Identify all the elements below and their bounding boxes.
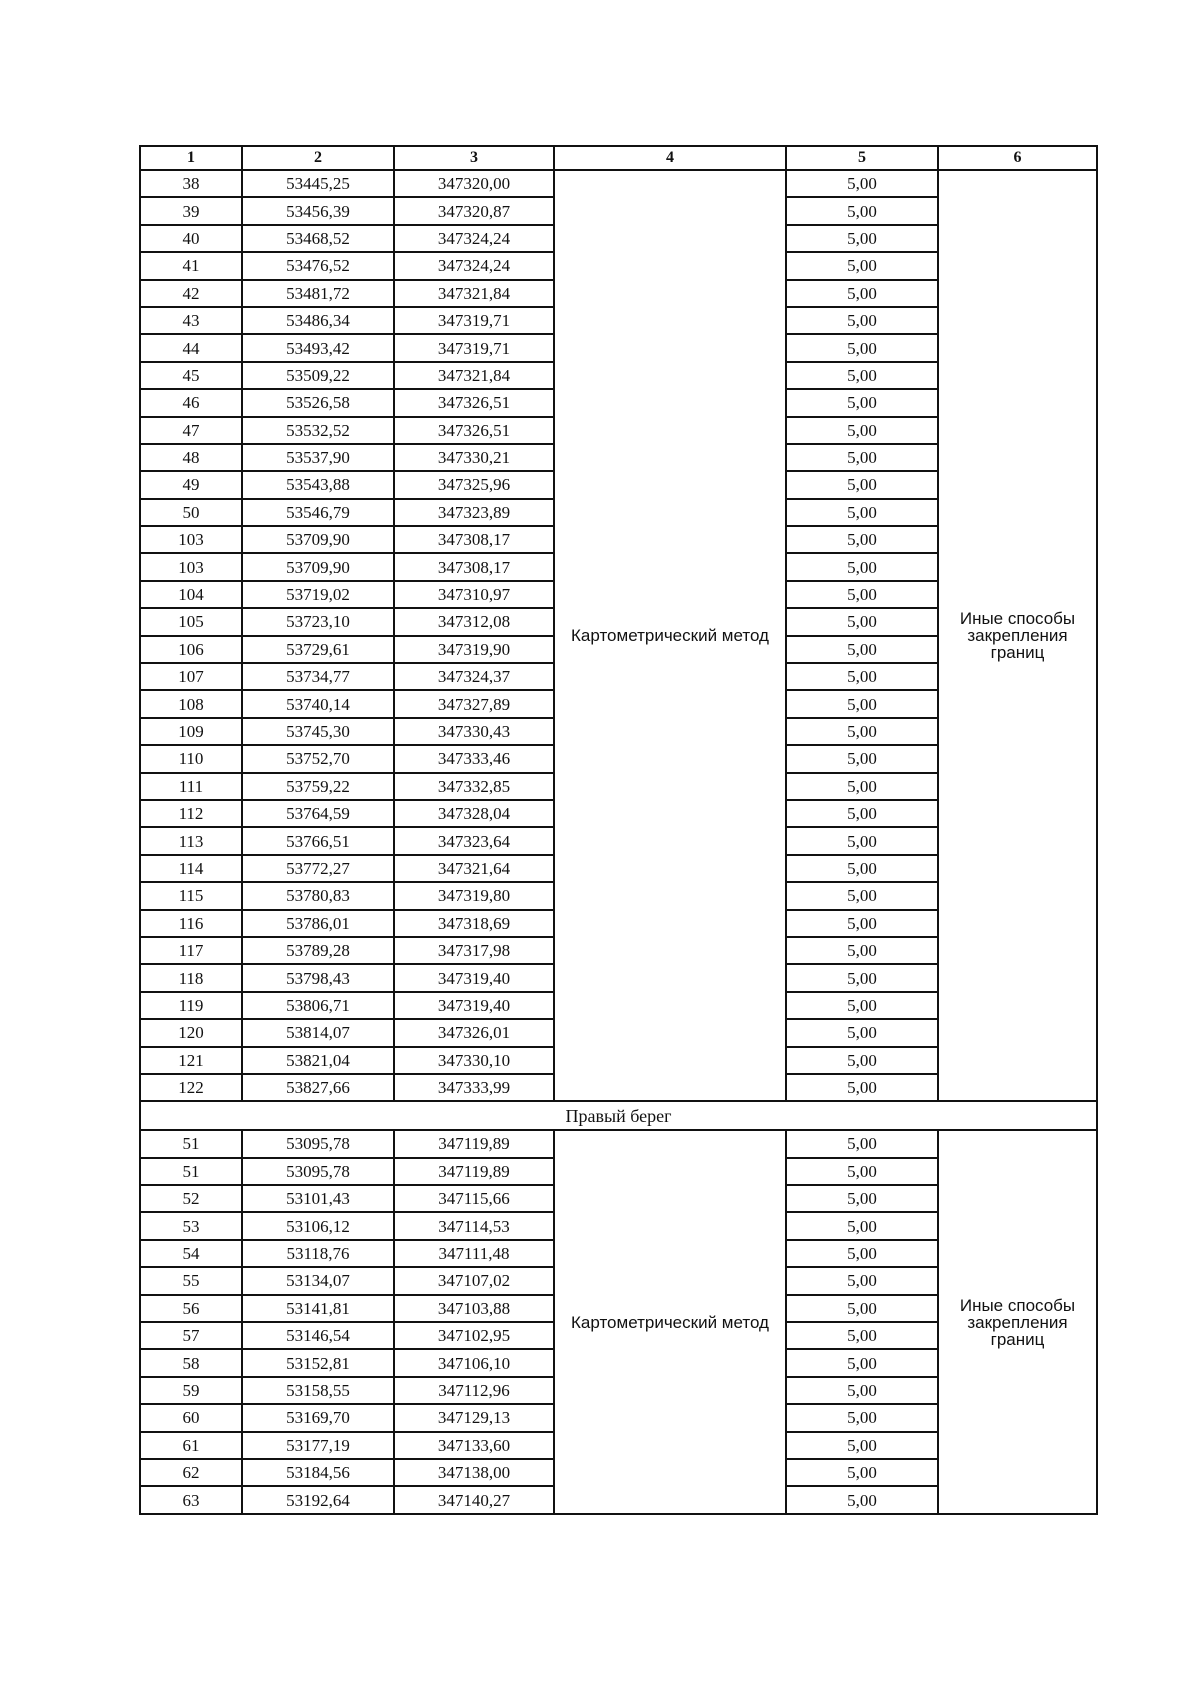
coordinate-y: 347326,51 — [394, 417, 554, 444]
coordinate-y: 347308,17 — [394, 526, 554, 553]
coordinate-x: 53445,25 — [242, 170, 394, 197]
point-number: 46 — [140, 389, 242, 416]
coordinate-y: 347321,84 — [394, 280, 554, 307]
point-number: 61 — [140, 1432, 242, 1459]
point-number: 42 — [140, 280, 242, 307]
accuracy-value: 5,00 — [786, 1377, 938, 1404]
coordinate-y: 347115,66 — [394, 1185, 554, 1212]
coordinate-y: 347321,84 — [394, 362, 554, 389]
coordinate-y: 347333,46 — [394, 745, 554, 772]
accuracy-value: 5,00 — [786, 252, 938, 279]
coordinate-y: 347319,71 — [394, 307, 554, 334]
coordinate-x: 53814,07 — [242, 1019, 394, 1046]
accuracy-value: 5,00 — [786, 526, 938, 553]
coordinate-y: 347319,90 — [394, 636, 554, 663]
coordinate-y: 347317,98 — [394, 937, 554, 964]
coordinate-y: 347319,80 — [394, 882, 554, 909]
coordinate-x: 53752,70 — [242, 745, 394, 772]
determination-method: Картометрический метод — [554, 170, 786, 1101]
coordinate-x: 53780,83 — [242, 882, 394, 909]
coordinate-y: 347324,24 — [394, 225, 554, 252]
accuracy-value: 5,00 — [786, 307, 938, 334]
coordinate-x: 53177,19 — [242, 1432, 394, 1459]
accuracy-value: 5,00 — [786, 553, 938, 580]
accuracy-value: 5,00 — [786, 417, 938, 444]
point-number: 43 — [140, 307, 242, 334]
coordinate-x: 53095,78 — [242, 1158, 394, 1185]
accuracy-value: 5,00 — [786, 718, 938, 745]
accuracy-value: 5,00 — [786, 800, 938, 827]
section-row — [140, 1101, 1097, 1130]
accuracy-value: 5,00 — [786, 1130, 938, 1157]
point-number: 48 — [140, 444, 242, 471]
coordinate-y: 347102,95 — [394, 1322, 554, 1349]
coordinate-x: 53169,70 — [242, 1404, 394, 1431]
point-number: 59 — [140, 1377, 242, 1404]
accuracy-value: 5,00 — [786, 389, 938, 416]
coordinate-x: 53798,43 — [242, 964, 394, 991]
coordinate-y: 347327,89 — [394, 690, 554, 717]
coordinate-y: 347323,89 — [394, 499, 554, 526]
point-number: 108 — [140, 690, 242, 717]
coordinate-x: 53723,10 — [242, 608, 394, 635]
point-number: 50 — [140, 499, 242, 526]
coordinate-y: 347326,51 — [394, 389, 554, 416]
coordinate-y: 347332,85 — [394, 773, 554, 800]
column-header-2: 2 — [242, 146, 394, 170]
accuracy-value: 5,00 — [786, 882, 938, 909]
point-number: 49 — [140, 471, 242, 498]
coordinate-y: 347119,89 — [394, 1158, 554, 1185]
point-number: 57 — [140, 1322, 242, 1349]
coordinate-y: 347111,48 — [394, 1240, 554, 1267]
point-number: 114 — [140, 855, 242, 882]
point-number: 118 — [140, 964, 242, 991]
point-number: 103 — [140, 526, 242, 553]
point-number: 58 — [140, 1349, 242, 1376]
point-number: 112 — [140, 800, 242, 827]
coordinate-x: 53789,28 — [242, 937, 394, 964]
point-number: 39 — [140, 197, 242, 224]
column-header-1: 1 — [140, 146, 242, 170]
accuracy-value: 5,00 — [786, 937, 938, 964]
coordinate-y: 347328,04 — [394, 800, 554, 827]
coordinate-x: 53106,12 — [242, 1212, 394, 1239]
accuracy-value: 5,00 — [786, 636, 938, 663]
coordinate-y: 347323,64 — [394, 827, 554, 854]
coordinate-x: 53719,02 — [242, 581, 394, 608]
coordinate-x: 53118,76 — [242, 1240, 394, 1267]
coordinate-x: 53526,58 — [242, 389, 394, 416]
accuracy-value: 5,00 — [786, 773, 938, 800]
coordinate-x: 53509,22 — [242, 362, 394, 389]
coordinate-x: 53543,88 — [242, 471, 394, 498]
coordinate-x: 53481,72 — [242, 280, 394, 307]
point-number: 122 — [140, 1074, 242, 1101]
coordinate-y: 347107,02 — [394, 1267, 554, 1294]
coordinate-x: 53821,04 — [242, 1047, 394, 1074]
coordinate-x: 53740,14 — [242, 690, 394, 717]
coordinate-x: 53486,34 — [242, 307, 394, 334]
point-number: 113 — [140, 827, 242, 854]
determination-method: Картометрический метод — [554, 1130, 786, 1513]
point-number: 106 — [140, 636, 242, 663]
point-number: 56 — [140, 1295, 242, 1322]
accuracy-value: 5,00 — [786, 471, 938, 498]
coordinate-y: 347320,87 — [394, 197, 554, 224]
coordinate-x: 53546,79 — [242, 499, 394, 526]
accuracy-value: 5,00 — [786, 334, 938, 361]
coordinate-y: 347103,88 — [394, 1295, 554, 1322]
point-number: 44 — [140, 334, 242, 361]
coordinate-x: 53729,61 — [242, 636, 394, 663]
coordinate-y: 347112,96 — [394, 1377, 554, 1404]
coordinate-x: 53158,55 — [242, 1377, 394, 1404]
accuracy-value: 5,00 — [786, 225, 938, 252]
coordinate-y: 347133,60 — [394, 1432, 554, 1459]
accuracy-value: 5,00 — [786, 280, 938, 307]
coordinate-x: 53134,07 — [242, 1267, 394, 1294]
point-number: 119 — [140, 992, 242, 1019]
coordinate-y: 347333,99 — [394, 1074, 554, 1101]
coordinate-y: 347319,40 — [394, 992, 554, 1019]
coordinate-y: 347119,89 — [394, 1130, 554, 1157]
coordinate-y: 347320,00 — [394, 170, 554, 197]
point-number: 63 — [140, 1486, 242, 1513]
accuracy-value: 5,00 — [786, 690, 938, 717]
accuracy-value: 5,00 — [786, 608, 938, 635]
section-label: Правый берег — [140, 1101, 1097, 1130]
accuracy-value: 5,00 — [786, 1349, 938, 1376]
coordinate-x: 53759,22 — [242, 773, 394, 800]
coordinate-y: 347330,21 — [394, 444, 554, 471]
accuracy-value: 5,00 — [786, 827, 938, 854]
accuracy-value: 5,00 — [786, 1074, 938, 1101]
column-header-5: 5 — [786, 146, 938, 170]
coordinate-x: 53532,52 — [242, 417, 394, 444]
point-number: 62 — [140, 1459, 242, 1486]
point-number: 52 — [140, 1185, 242, 1212]
coordinate-y: 347318,69 — [394, 910, 554, 937]
coordinates-table — [139, 145, 1098, 1515]
coordinate-x: 53766,51 — [242, 827, 394, 854]
column-header-6: 6 — [938, 146, 1097, 170]
accuracy-value: 5,00 — [786, 444, 938, 471]
coordinate-y: 347106,10 — [394, 1349, 554, 1376]
accuracy-value: 5,00 — [786, 663, 938, 690]
accuracy-value: 5,00 — [786, 910, 938, 937]
accuracy-value: 5,00 — [786, 1158, 938, 1185]
accuracy-value: 5,00 — [786, 362, 938, 389]
point-number: 116 — [140, 910, 242, 937]
coordinate-x: 53709,90 — [242, 553, 394, 580]
accuracy-value: 5,00 — [786, 1185, 938, 1212]
accuracy-value: 5,00 — [786, 1047, 938, 1074]
point-number: 104 — [140, 581, 242, 608]
coordinate-y: 347319,71 — [394, 334, 554, 361]
coordinate-y: 347114,53 — [394, 1212, 554, 1239]
point-number: 117 — [140, 937, 242, 964]
accuracy-value: 5,00 — [786, 581, 938, 608]
accuracy-value: 5,00 — [786, 499, 938, 526]
point-number: 111 — [140, 773, 242, 800]
coordinate-x: 53537,90 — [242, 444, 394, 471]
point-number: 115 — [140, 882, 242, 909]
accuracy-value: 5,00 — [786, 1240, 938, 1267]
point-number: 40 — [140, 225, 242, 252]
accuracy-value: 5,00 — [786, 170, 938, 197]
accuracy-value: 5,00 — [786, 1432, 938, 1459]
boundary-fixing-method: Иные способы закрепления границ — [938, 1130, 1097, 1513]
header-row — [140, 146, 1097, 170]
coordinate-x: 53786,01 — [242, 910, 394, 937]
point-number: 47 — [140, 417, 242, 444]
accuracy-value: 5,00 — [786, 1404, 938, 1431]
point-number: 51 — [140, 1130, 242, 1157]
coordinate-y: 347326,01 — [394, 1019, 554, 1046]
accuracy-value: 5,00 — [786, 1019, 938, 1046]
point-number: 109 — [140, 718, 242, 745]
point-number: 107 — [140, 663, 242, 690]
column-header-3: 3 — [394, 146, 554, 170]
coordinate-x: 53772,27 — [242, 855, 394, 882]
accuracy-value: 5,00 — [786, 1212, 938, 1239]
coordinate-x: 53476,52 — [242, 252, 394, 279]
coordinate-y: 347325,96 — [394, 471, 554, 498]
coordinate-y: 347140,27 — [394, 1486, 554, 1513]
coordinate-x: 53806,71 — [242, 992, 394, 1019]
accuracy-value: 5,00 — [786, 197, 938, 224]
point-number: 54 — [140, 1240, 242, 1267]
table-row — [140, 170, 1097, 197]
coordinate-x: 53095,78 — [242, 1130, 394, 1157]
point-number: 105 — [140, 608, 242, 635]
accuracy-value: 5,00 — [786, 1267, 938, 1294]
coordinate-y: 347310,97 — [394, 581, 554, 608]
coordinate-y: 347138,00 — [394, 1459, 554, 1486]
coordinate-x: 53152,81 — [242, 1349, 394, 1376]
coordinate-y: 347324,24 — [394, 252, 554, 279]
accuracy-value: 5,00 — [786, 1486, 938, 1513]
coordinate-y: 347312,08 — [394, 608, 554, 635]
accuracy-value: 5,00 — [786, 964, 938, 991]
accuracy-value: 5,00 — [786, 1459, 938, 1486]
point-number: 38 — [140, 170, 242, 197]
point-number: 60 — [140, 1404, 242, 1431]
accuracy-value: 5,00 — [786, 1322, 938, 1349]
accuracy-value: 5,00 — [786, 992, 938, 1019]
coordinate-x: 53456,39 — [242, 197, 394, 224]
coordinate-y: 347308,17 — [394, 553, 554, 580]
point-number: 55 — [140, 1267, 242, 1294]
point-number: 110 — [140, 745, 242, 772]
coordinate-y: 347324,37 — [394, 663, 554, 690]
accuracy-value: 5,00 — [786, 745, 938, 772]
coordinate-y: 347330,43 — [394, 718, 554, 745]
point-number: 120 — [140, 1019, 242, 1046]
coordinate-x: 53764,59 — [242, 800, 394, 827]
coordinate-x: 53734,77 — [242, 663, 394, 690]
coordinate-x: 53141,81 — [242, 1295, 394, 1322]
point-number: 121 — [140, 1047, 242, 1074]
point-number: 51 — [140, 1158, 242, 1185]
coordinate-x: 53745,30 — [242, 718, 394, 745]
coordinate-x: 53493,42 — [242, 334, 394, 361]
accuracy-value: 5,00 — [786, 855, 938, 882]
coordinate-x: 53192,64 — [242, 1486, 394, 1513]
coordinate-x: 53101,43 — [242, 1185, 394, 1212]
table-row — [140, 1130, 1097, 1157]
point-number: 103 — [140, 553, 242, 580]
accuracy-value: 5,00 — [786, 1295, 938, 1322]
coordinate-x: 53184,56 — [242, 1459, 394, 1486]
point-number: 41 — [140, 252, 242, 279]
coordinate-y: 347330,10 — [394, 1047, 554, 1074]
point-number: 45 — [140, 362, 242, 389]
boundary-fixing-method: Иные способы закрепления границ — [938, 170, 1097, 1101]
coordinate-x: 53146,54 — [242, 1322, 394, 1349]
coordinate-x: 53709,90 — [242, 526, 394, 553]
coordinate-x: 53827,66 — [242, 1074, 394, 1101]
coordinate-x: 53468,52 — [242, 225, 394, 252]
coordinate-y: 347129,13 — [394, 1404, 554, 1431]
coordinate-y: 347321,64 — [394, 855, 554, 882]
point-number: 53 — [140, 1212, 242, 1239]
column-header-4: 4 — [554, 146, 786, 170]
coordinate-y: 347319,40 — [394, 964, 554, 991]
